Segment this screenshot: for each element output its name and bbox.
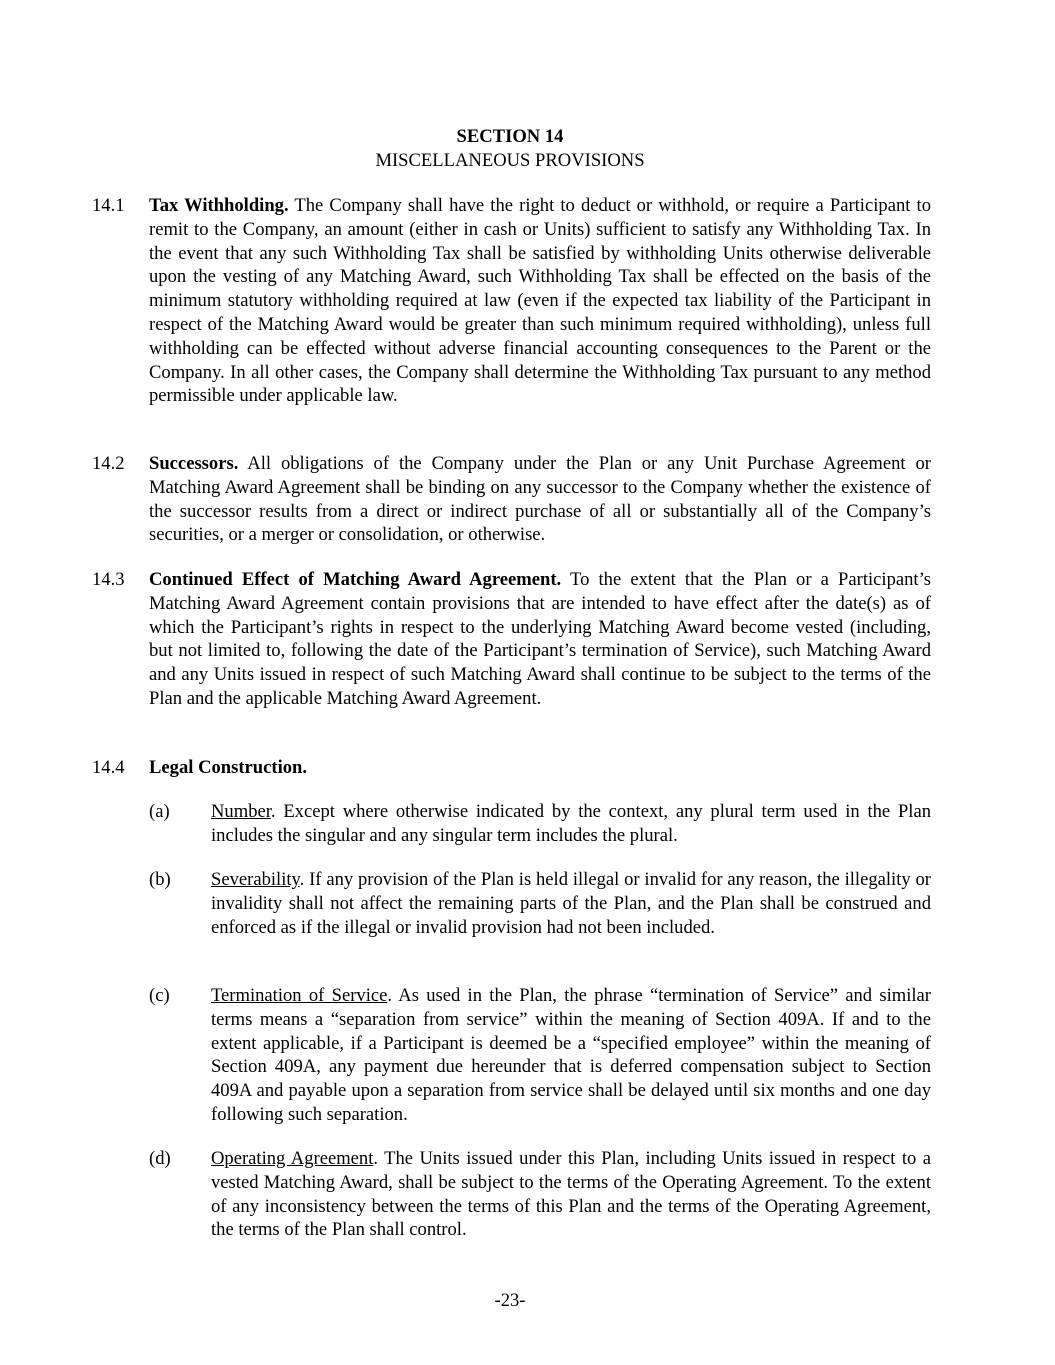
item-number: 14.3 — [92, 569, 125, 590]
page-number: -23- — [494, 1290, 526, 1311]
subitem-heading: Severability — [211, 869, 300, 890]
subitem-label: (b) — [149, 869, 171, 890]
subitem-paragraph — [211, 800, 931, 848]
subitem-label: (c) — [149, 985, 170, 1006]
subitem-paragraph — [211, 984, 931, 1127]
item-text: To the extent that the Plan or a Participant’s Matching Award Agreement contain provisions that are intended to have effect after the date(s) as of which the Participant’s rights in respect to the underlying Matching Award become vested (including, but not limited to, following the date of the Participant’s termination of Service), such Matching Award and any Units issued in respect of such Matching Award shall continue to be subject to the terms of the Plan and the applicable Matching Award Agreement. — [149, 569, 931, 709]
subitem-heading: Number — [211, 801, 271, 822]
section-title: SECTION 14 — [456, 126, 564, 147]
item-number: 14.4 — [92, 757, 125, 778]
item-heading: Continued Effect of Matching Award Agreement. — [149, 569, 562, 590]
item-heading: Successors. — [149, 453, 239, 474]
item-paragraph — [149, 756, 931, 780]
item-paragraph — [149, 194, 931, 408]
subitem-text: . Except where otherwise indicated by the context, any plural term used in the Plan includes the singular and any singular term includes the plural. — [211, 801, 931, 846]
item-paragraph — [149, 568, 931, 711]
item-heading: Tax Withholding. — [149, 195, 289, 216]
subitem-heading: Termination of Service — [211, 985, 388, 1006]
subitem-heading: Operating Agreement — [211, 1148, 374, 1169]
item-number: 14.2 — [92, 453, 125, 474]
subitem-text: . The Units issued under this Plan, including Units issued in respect to a vested Matching Award, shall be subject to the terms of the Operating Agreement. To the extent of any inconsistency between the terms of this Plan and the terms of the Operating Agreement, the terms of the Plan shall control. — [211, 1148, 931, 1241]
item-number: 14.1 — [92, 195, 125, 216]
subitem-paragraph — [211, 1147, 931, 1242]
item-text: All obligations of the Company under the Plan or any Unit Purchase Agreement or Matching Award Agreement shall be binding on any successor to the Company whether the existence of the successor results from a direct or indirect purchase of all or substantially all of the Company’s securities, or a merger or consolidation, or otherwise. — [149, 453, 931, 546]
item-paragraph — [149, 452, 931, 547]
section-subtitle: MISCELLANEOUS PROVISIONS — [375, 150, 645, 171]
subitem-label: (a) — [149, 801, 170, 822]
item-heading: Legal Construction. — [149, 757, 308, 778]
subitem-paragraph — [211, 868, 931, 939]
subitem-text: . If any provision of the Plan is held illegal or invalid for any reason, the illegality or invalidity shall not affect the remaining parts of the Plan, and the Plan shall be construed and enforced as if the illegal or invalid provision had not been included. — [211, 869, 931, 938]
subitem-text: . As used in the Plan, the phrase “termination of Service” and similar terms means a “separation from service” within the meaning of Section 409A. If and to the extent applicable, if a Participant is deemed be a “specified employee” within the meaning of Section 409A, any payment due hereunder that is deferred compensation subject to Section 409A and payable upon a separation from service shall be delayed until six months and one day following such separation. — [211, 985, 931, 1125]
subitem-label: (d) — [149, 1148, 171, 1169]
item-text: The Company shall have the right to deduct or withhold, or require a Participant to remit to the Company, an amount (either in cash or Units) sufficient to satisfy any Withholding Tax. In the event that any such Withholding Tax shall be satisfied by withholding Units otherwise deliverable upon the vesting of any Matching Award, such Withholding Tax shall be effected on the basis of the minimum statutory withholding required at law (even if the expected tax liability of the Participant in respect of the Matching Award would be greater than such minimum required withholding), unless full withholding can be effected without adverse financial accounting consequences to the Parent or the Company. In all other cases, the Company shall determine the Withholding Tax pursuant to any method permissible under applicable law. — [149, 195, 931, 407]
